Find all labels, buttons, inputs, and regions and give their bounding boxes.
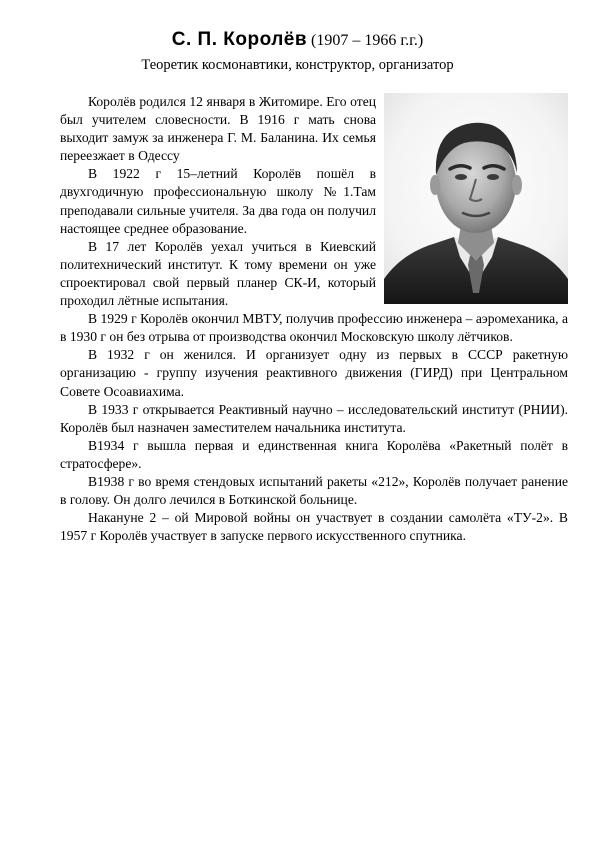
portrait-photo	[384, 93, 568, 304]
paragraph-8: В1938 г во время стендовых испытаний ракеты «212», Королёв получает ранение в голову. Он долго лечился в Боткинской больнице.	[60, 473, 568, 508]
paragraph-9: Накануне 2 – ой Мировой войны он участвует в создании самолёта «ТУ-2». В 1957 г Королёв участвует в запуске первого искусственного спутника.	[60, 510, 568, 544]
paragraph-7: В1934 г вышла первая и единственная книга Королёва «Ракетный полёт в стратосфере».	[60, 437, 568, 471]
page-title	[0, 29, 595, 51]
title-name: С. П. Королёв	[171, 29, 308, 50]
title-years: (1907 – 1966 г.г.)	[307, 32, 424, 49]
paragraph-4: В 1929 г Королёв окончил МВТУ, получив профессию инженера – аэромеханика, а в 1930 г он без отрыва от производства окончил Московскую школу лётчиков.	[60, 311, 568, 345]
paragraph-1: Королёв родился 12 января в Житомире. Его отец был учителем словесности. В 1916 г мать снова выходит замуж за инженера Г. М. Баланина. Их семья переезжает в Одессу	[60, 94, 376, 164]
paragraph-6: В 1933 г открывается Реактивный научно – исследовательский институт (РНИИ). Королёв был назначен заместителем начальника института.	[60, 401, 568, 435]
page-subtitle: Теоретик космонавтики, конструктор, организатор	[141, 57, 454, 73]
article-body	[60, 93, 568, 545]
paragraph-3: В 17 лет Королёв уехал учиться в Киевский политехнический институт. К тому времени он уже спроектировал свой первый планер СК-И, который проходил лётные испытания.	[60, 238, 376, 309]
paragraph-5: В 1932 г он женился. И организует одну из первых в СССР ракетную организацию - группу изучения реактивного движения (ГИРД) при Центральном Совете Осоавиахима.	[60, 347, 568, 399]
paragraph-2: В 1922 г 15–летний Королёв пошёл в двухгодичную профессиональную школу №1.Там преподавали сильные учителя. За два года он получил настоящее среднее образование.	[60, 166, 376, 236]
